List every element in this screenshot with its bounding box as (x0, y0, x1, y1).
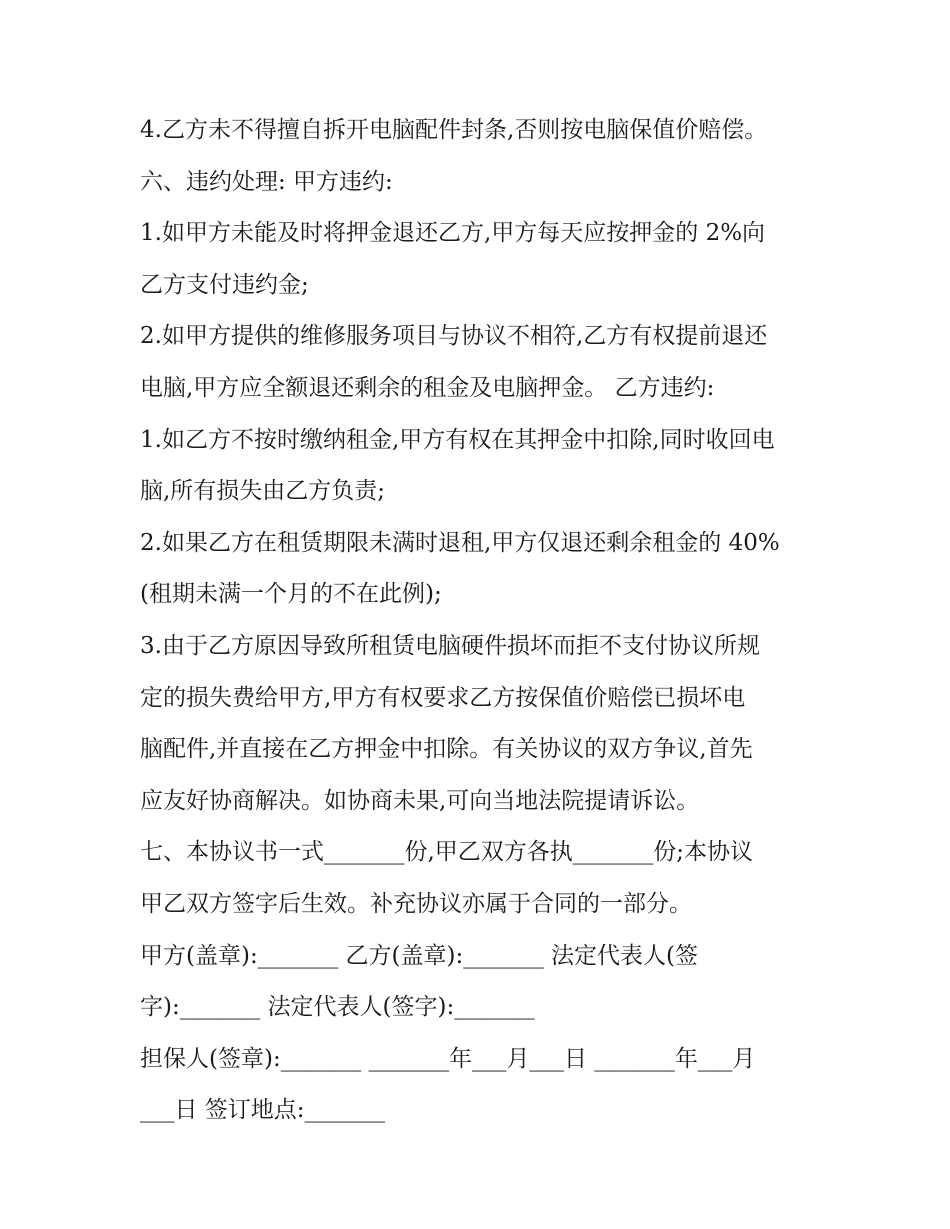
signature-line-parties: 甲方(盖章):_______ 乙方(盖章):_______ 法定代表人(签 (140, 942, 698, 969)
text-line: 应友好协商解决。如协商未果,可向当地法院提请诉讼。 (140, 787, 700, 814)
contract-text-body (140, 105, 820, 1137)
text-line: 1.如甲方未能及时将押金退还乙方,甲方每天应按押金的 2%向 (140, 220, 766, 247)
section-heading-copies: 七、本协议书一式_______份,甲乙双方各执_______份;本协议 (140, 839, 754, 866)
text-line: 甲乙双方签字后生效。补充协议亦属于合同的一部分。 (140, 890, 692, 917)
text-line: 2.如甲方提供的维修服务项目与协议不相符,乙方有权提前退还 (140, 323, 768, 350)
signature-line-location: ___日 签订地点:_______ (140, 1097, 386, 1124)
signature-line-guarantor-date: 担保人(签章):_______ _______年___月___日 _______年___月 (140, 1045, 756, 1072)
text-line: 脑,所有损失由乙方负责; (140, 478, 386, 505)
text-line: 定的损失费给甲方,甲方有权要求乙方按保值价赔偿已损坏电 (140, 684, 746, 711)
text-line: (租期未满一个月的不在此例); (140, 581, 442, 608)
text-line: 脑配件,并直接在乙方押金中扣除。有关协议的双方争议,首先 (140, 736, 753, 763)
text-line: 1.如乙方不按时缴纳租金,甲方有权在其押金中扣除,同时收回电 (140, 426, 775, 453)
text-line: 电脑,甲方应全额退还剩余的租金及电脑押金。 乙方违约: (140, 374, 715, 401)
text-line: 3.由于乙方原因导致所租赁电脑硬件损坏而拒不支付协议所规 (140, 632, 760, 659)
text-line: 乙方支付违约金; (140, 271, 309, 298)
text-line: 2.如果乙方在租赁期限未满时退租,甲方仅退还剩余租金的 40% (140, 529, 780, 556)
section-heading-breach: 六、违约处理: 甲方违约: (140, 168, 393, 195)
signature-line-representatives: 字):_______ 法定代表人(签字):_______ (140, 994, 535, 1021)
text-line: 4.乙方未不得擅自拆开电脑配件封条,否则按电脑保值价赔偿。 (140, 117, 768, 143)
